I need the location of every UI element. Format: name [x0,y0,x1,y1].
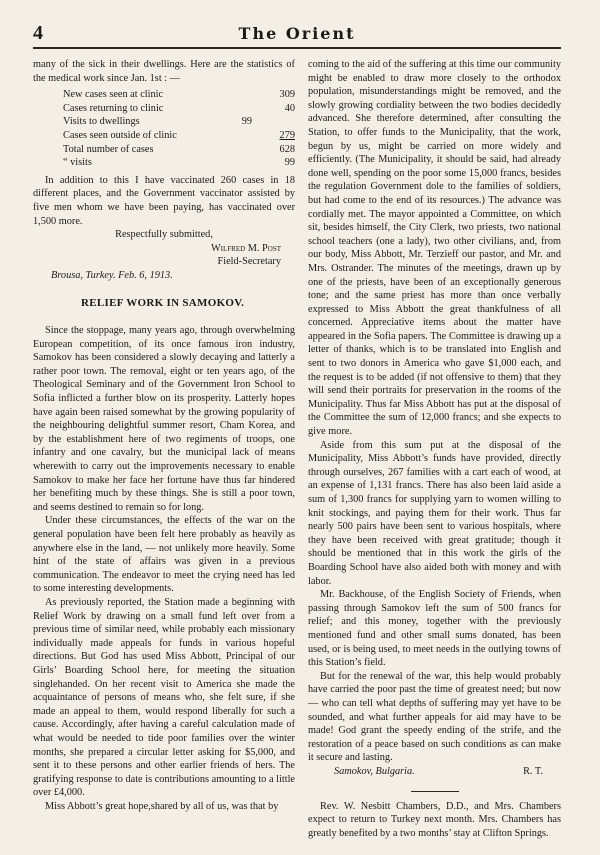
stats-label: Visits to dwellings [63,116,140,128]
closing-place: Samokov, Bulgaria. [334,765,415,777]
right-column [308,58,561,841]
intro-text: many of the sick in their dwellings. Here are the statistics of the medical work since Jan. 1st : — [33,59,295,84]
page-header [33,22,561,44]
signature-name: Wilfred M. Post [210,242,281,254]
header-rule [33,47,561,49]
signature-title: Field-Secretary [217,256,281,268]
page-number: 4 [33,22,43,44]
stats-value: 279 [279,129,295,141]
article-paragraph: Since the stoppage, many years ago, through overwhelming European competition, of its once famous iron industry, Samokov has been considered a slowly decaying and latterly a rather poor town. The removal, eight or ten years ago, of the Theological Seminary and of the Government Iron School to Sofia inflicted a further blow on its prosperity. Latterly hopes have again been raised somewhat by the growing popularity of the neighbouring delightful summer resort, Cham Korea, and by the establishment here of two regiments of troops, one infantry and one cavalry, but the municipal lack of means wherewith to carry out the improvements necessary to enable Samokov to make her face her fortune have thus far hindered her benefiting much by these things. She is still a poor town, and seems destined to remain so for long. [33,325,295,513]
closing-salutation: Respectfully submitted, [115,229,213,241]
vaccination-text: In addition to this I have vaccinated 260 cases in 18 different places, and the Government vaccinator assisted by five men whom we have been paying, has vaccinated over 1,500 more. [33,174,295,227]
article-paragraph: Miss Abbott’s great hope,shared by all of us, was that by [45,800,279,812]
article-paragraph: coming to the aid of the suffering at this time our community might be enabled to draw more closely to the orthodox population, misunderstandings might be removed, and the slowly growing cordiality between the two bodies decidedly advanced. She therefore determined, after consulting the Station, to offer funds to the Municipality, that the work, begun by us, might be carried on more widely and efficiently. (The Municipality, it should be said, had already done well, spending on the poor some 15,000 francs, besides the regulation Government dole to the families of soldiers, but had come to the end of its resources.) The advance was cordially met. The mayor appointed a Committee, on which sit, besides himself, the City Clerk, two priests, two national school teachers (one a lady), two other civilians, and, from our body, Miss Abbott, Mr. Terzieff our pastor, and Mr. and Mrs. Ostrander. The minutes of the meetings, drawn up by one of the priests, have been of an exceptionally generous tone; and the same priest has more than once verbally expressed to Miss Abbott the great thankfulness of all concerned. Appreciative items about the matter have appeared in the Sofia papers. The Committee is drawing up a letter of thanks, which is to be translated into English and sent to two donors in America who gave $1,000 each, and the request is to be added (if not offensive to them) that they will send their portraits for preservation in the rooms of the Municipality. Thus far Miss Abbott has put at the disposal of the Committee the sum of 12,000 francs; and she expects to give more. [308,59,561,438]
stats-label: “ visits [63,157,92,169]
publication-title: The Orient [238,24,356,43]
article-paragraph: As previously reported, the Station made a beginning with Relief Work by drawing on a small fund left over from a previous time of similar need, while probably each missionary individually made appeals for funds in various hopeful directions. But God has used Miss Abbott, Principal of our Girls’ Boarding School here, for meeting the situation singlehanded. On her recent visit to America she made the acquaintance of persons of means who, she felt sure, if she made an appeal to them, would respond liberally for such a cause. Accordingly, after having a careful calculation made of what would be needed to tide poor families over the winter months, she prepared a circular letter asking for $5,000, and sent it to these persons and other earlier friends of hers. The gratifying response to date is contributions amounting to a little over £4,000. [33,596,295,799]
article-paragraph: Mr. Backhouse, of the English Society of Friends, when passing through Samokov left the sum of 500 francs for relief; and this money, together with the previously mentioned fund and other small sums donated, has been used, or is being used, to meet needs in the outlying towns of this Station’s field. [308,589,561,669]
stats-value: 40 [284,102,295,114]
stats-label: Cases returning to clinic [63,102,164,114]
stats-row [33,102,295,116]
stats-table [33,88,295,170]
stats-label: Cases seen outside of clinic [63,129,177,141]
stats-value: 99 [241,116,252,128]
article-paragraph: Under these circumstances, the effects of the war on the general population have been felt here probably as heavily as anywhere else in the land, — not unlikely more heavily. Some hint of the state of affairs was given in a previous communication. The endeavor to meet the crying need has led to some interesting developments. [33,515,295,595]
stats-row [33,129,295,143]
stats-value: 99 [284,157,295,169]
dateline: Brousa, Turkey. Feb. 6, 1913. [51,269,173,281]
stats-row [33,143,295,157]
article-paragraph: Aside from this sum put at the disposal of the Municipality, Miss Abbott’s funds have provided, directly through ourselves, 267 families with a cart each of wood, at an expense of 1,131 francs. There has also been laid aside a sum of 1,300 francs for supplying yarn to women willing to knit stockings, and paying them for their work. Thus far nearly 500 pairs have been sent to various hospitals, where they have been received with great gratitude; though it should be mentioned that in this work the girls of the Boarding School have also aided both with money and with labor. [308,439,561,587]
stats-label: Total number of cases [63,143,154,155]
stats-label: New cases seen at clinic [63,89,164,101]
personal-note: Rev. W. Nesbitt Chambers, D.D., and Mrs. Chambers expect to return to Turkey next month. Mrs. Chambers has greatly benefited by a two months’ stay at Clifton Springs. [308,800,561,840]
article-heading: RELIEF WORK IN SAMOKOV. [81,296,245,309]
stats-row [33,115,295,129]
left-column [33,58,295,813]
stats-row [33,156,295,170]
stats-row [33,88,295,102]
article-paragraph: But for the renewal of the war, this help would probably have carried the poor past the time of greatest need; but now — who can tell what depths of suffering may yet have to be sounded, and what further appeals for aid may have to be made! God grant the speedy ending of the strife, and the restoration of a peace based on such conditions as can make it secure and lasting. [308,670,561,764]
author-initials: R. T. [523,765,543,777]
article-closing [308,765,561,781]
section-divider [411,791,459,792]
stats-value: 309 [279,89,295,101]
stats-value: 628 [279,143,295,155]
